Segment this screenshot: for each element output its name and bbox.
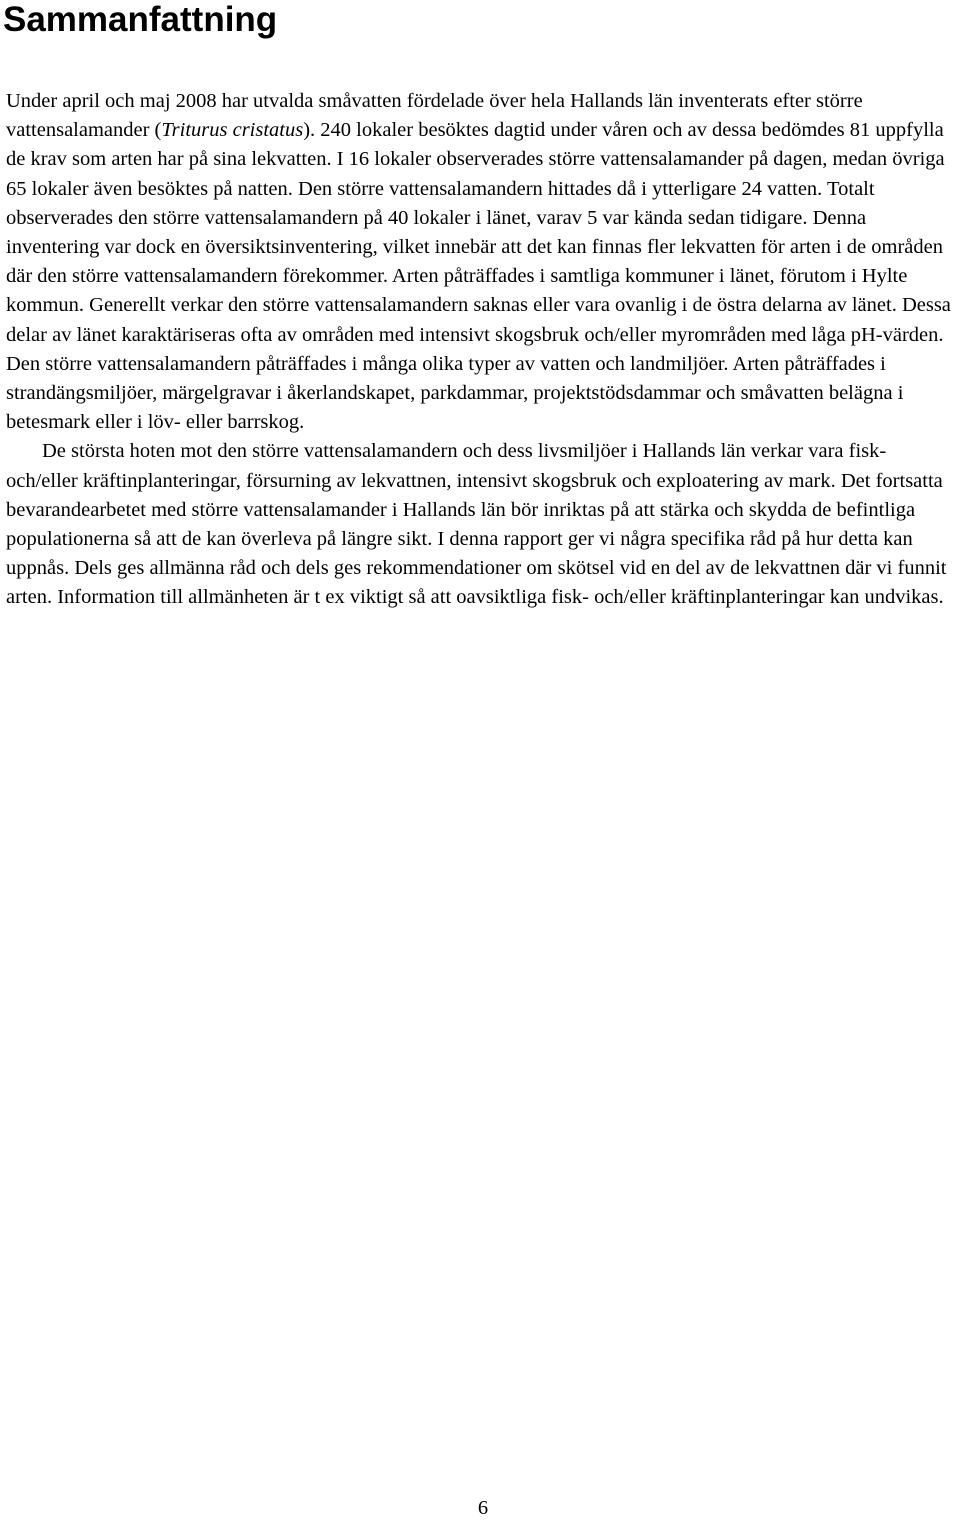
summary-body bbox=[6, 87, 952, 613]
summary-paragraph-2: De största hoten mot den större vattensalamandern och dess livsmiljöer i Hallands län verkar vara fisk- och/eller kräftinplanteringar, försurning av lekvattnen, intensivt skogsbruk och exploatering av mark. Det fortsatta bevarandearbetet med större vattensalamander i Hallands län bör inriktas på att stärka och skydda de befintliga populationerna så att de kan överleva på längre sikt. I denna rapport ger vi några specifika råd på hur detta kan uppnås. Dels ges allmänna råd och dels ges rekommendationer om skötsel vid en del av de lekvattnen där vi funnit arten. Information till allmänheten är t ex viktigt så att oavsiktliga fisk- och/eller kräftinplanteringar kan undvikas. bbox=[6, 440, 947, 609]
paragraph-1-text-start: Under april och maj 2008 har utvalda småvatten fördelade över hela Hallands län inventerats efter större vattensalamander ( bbox=[6, 90, 863, 142]
page-number: 6 bbox=[477, 1497, 489, 1519]
paragraph-1-text-end: ). 240 lokaler besöktes dagtid under våren och av dessa bedömdes 81 uppfylla de krav som arten har på sina lekvatten. I 16 lokaler observerades större vattensalamander på dagen, medan övriga 65 lokaler även besöktes på natten. Den större vattensalamandern hittades då i ytterligare 24 vatten. Totalt observerades den större vattensalamandern på 40 lokaler i länet, varav 5 var kända sedan tidigare. Denna inventering var dock en översiktsinventering, vilket innebär att det kan finnas fler lekvatten för arten i de områden där den större vattensalamandern förekommer. Arten påträffades i samtliga kommuner i länet, förutom i Hylte kommun. Generellt verkar den större vattensalamandern saknas eller vara ovanlig i de östra delarna av länet. Dessa delar av länet karaktäriseras ofta av områden med intensivt skogsbruk och/eller myrområden med låga pH-värden. Den större vattensalamandern påträffades i många olika typer av vatten och landmiljöer. Arten påträffades i strandängsmiljöer, märgelgravar i åkerlandskapet, parkdammar, projektstödsdammar och småvatten belägna i betesmark eller i löv- eller barrskog. bbox=[6, 119, 951, 434]
species-latin-name: Triturus cristatus bbox=[161, 119, 304, 142]
summary-paragraph-1 bbox=[6, 87, 952, 437]
page-title: Sammanfattning bbox=[3, 0, 278, 39]
